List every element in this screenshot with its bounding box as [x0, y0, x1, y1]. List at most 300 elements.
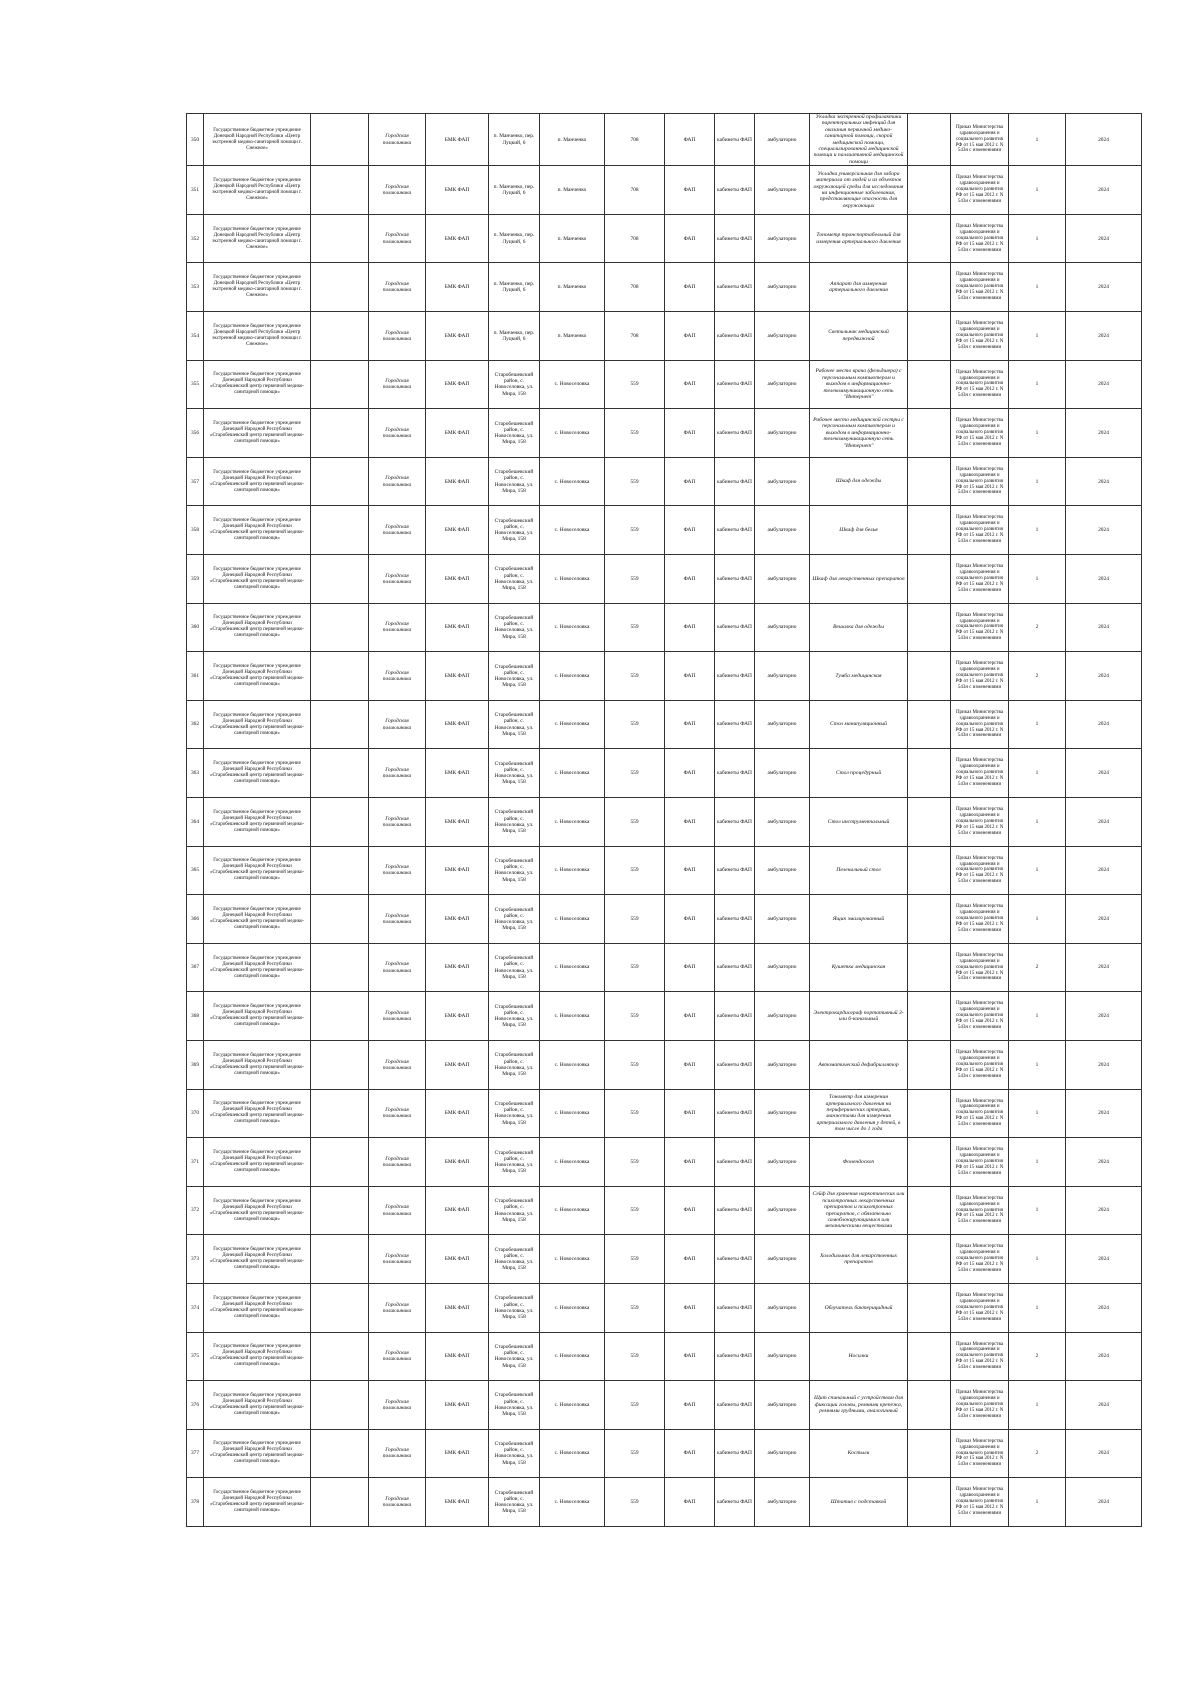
equipment-name-cell: Укладка универсальная для забора материала от людей и из объектов окружающей среды для исследования на инфекционные заболевания, представляющие опасность для окружающих [810, 166, 908, 215]
regulation-cell: Приказ Министерства здравоохранения и социального развития РФ от 15 мая 2012 г. N 543н с изменениями [951, 214, 1009, 263]
organization-cell: Государственное бюджетное учреждение Донецкой Народной Республики «Старобешевский центр первичной медико-санитарной помощи» [204, 1283, 311, 1332]
regulation-cell: Приказ Министерства здравоохранения и социального развития РФ от 15 мая 2012 г. N 543н с изменениями [951, 1186, 1009, 1235]
settlement-cell: с. Новоселовка [540, 797, 605, 846]
cabinet-cell: кабинеты ФАП [715, 1381, 755, 1430]
facility-type-cell: Городская поликлиника [369, 1283, 426, 1332]
year-cell: 2024 [1066, 1478, 1142, 1527]
address-cell: Старобешевский район, с. Новоселовка, ул. Мира, 158 [489, 1478, 540, 1527]
empty-cell [311, 1478, 369, 1527]
table-row [187, 457, 1142, 506]
regulation-cell: Приказ Министерства здравоохранения и социального развития РФ от 15 мая 2012 г. N 543н с изменениями [951, 166, 1009, 215]
quantity-cell: 1 [1009, 749, 1066, 798]
table-row [187, 360, 1142, 409]
year-cell: 2024 [1066, 603, 1142, 652]
code-cell: 559 [605, 749, 665, 798]
row-number-cell: 352 [187, 214, 204, 263]
code-cell: 559 [605, 555, 665, 604]
empty-cell [908, 166, 951, 215]
empty-cell [311, 166, 369, 215]
year-cell: 2024 [1066, 506, 1142, 555]
quantity-cell: 1 [1009, 1235, 1066, 1284]
code-cell: 559 [605, 1429, 665, 1478]
year-cell: 2024 [1066, 1381, 1142, 1430]
cabinet-cell: кабинеты ФАП [715, 555, 755, 604]
organization-cell: Государственное бюджетное учреждение Донецкой Народной Республики «Старобешевский центр первичной медико-санитарной помощи» [204, 457, 311, 506]
table-row [187, 1235, 1142, 1284]
unit-cell: ФАП [665, 457, 715, 506]
empty-cell [311, 992, 369, 1041]
facility-type-cell: Городская поликлиника [369, 555, 426, 604]
equipment-name-cell: Тумба медицинская [810, 652, 908, 701]
code-cell: 559 [605, 797, 665, 846]
care-mode-cell: амбулаторно [755, 1089, 810, 1138]
facility-kind-cell: БМК ФАП [426, 846, 489, 895]
unit-cell: ФАП [665, 749, 715, 798]
organization-cell: Государственное бюджетное учреждение Донецкой Народной Республики «Старобешевский центр первичной медико-санитарной помощи» [204, 1478, 311, 1527]
equipment-name-cell: Тонометр для измерения артериального давления на периферических артериях, манжетами для измерения артериального давления у детей, в том числе до 1 года [810, 1089, 908, 1138]
unit-cell: ФАП [665, 409, 715, 458]
empty-cell [311, 457, 369, 506]
address-cell: Старобешевский район, с. Новоселовка, ул. Мира, 158 [489, 1138, 540, 1187]
cabinet-cell: кабинеты ФАП [715, 1332, 755, 1381]
address-cell: п. Манченко, пер. Луцкий, 6 [489, 312, 540, 361]
equipment-name-cell: Стол процедурный [810, 749, 908, 798]
row-number-cell: 357 [187, 457, 204, 506]
row-number-cell: 372 [187, 1186, 204, 1235]
cabinet-cell: кабинеты ФАП [715, 992, 755, 1041]
facility-type-cell: Городская поликлиника [369, 360, 426, 409]
settlement-cell: с. Новоселовка [540, 1089, 605, 1138]
cabinet-cell: кабинеты ФАП [715, 1138, 755, 1187]
care-mode-cell: амбулаторно [755, 1186, 810, 1235]
empty-cell [311, 1332, 369, 1381]
empty-cell [908, 1429, 951, 1478]
facility-type-cell: Городская поликлиника [369, 943, 426, 992]
settlement-cell: с. Новоселовка [540, 1381, 605, 1430]
code-cell: 708 [605, 214, 665, 263]
organization-cell: Государственное бюджетное учреждение Донецкой Народной Республики «Старобешевский центр первичной медико-санитарной помощи» [204, 797, 311, 846]
facility-kind-cell: БМК ФАП [426, 166, 489, 215]
settlement-cell: с. Новоселовка [540, 1186, 605, 1235]
year-cell: 2024 [1066, 846, 1142, 895]
table-row [187, 992, 1142, 1041]
table-row [187, 846, 1142, 895]
row-number-cell: 355 [187, 360, 204, 409]
quantity-cell: 2 [1009, 652, 1066, 701]
empty-cell [311, 603, 369, 652]
settlement-cell: с. Новоселовка [540, 652, 605, 701]
equipment-name-cell: Тонометр транспортабельный для измерения артериального давления [810, 214, 908, 263]
quantity-cell: 1 [1009, 1040, 1066, 1089]
year-cell: 2024 [1066, 797, 1142, 846]
quantity-cell: 1 [1009, 214, 1066, 263]
settlement-cell: п. Манченко [540, 114, 605, 166]
settlement-cell: с. Новоселовка [540, 749, 605, 798]
row-number-cell: 360 [187, 603, 204, 652]
year-cell: 2024 [1066, 555, 1142, 604]
organization-cell: Государственное бюджетное учреждение Донецкой Народной Республики «Старобешевский центр первичной медико-санитарной помощи» [204, 992, 311, 1041]
cabinet-cell: кабинеты ФАП [715, 846, 755, 895]
row-number-cell: 371 [187, 1138, 204, 1187]
equipment-name-cell: Холодильник для лекарственных препаратов [810, 1235, 908, 1284]
empty-cell [908, 1138, 951, 1187]
facility-kind-cell: БМК ФАП [426, 992, 489, 1041]
organization-cell: Государственное бюджетное учреждение Донецкой Народной Республики «Центр экстренной медико-санитарной помощи г. Снежное» [204, 166, 311, 215]
empty-cell [311, 1235, 369, 1284]
code-cell: 559 [605, 360, 665, 409]
settlement-cell: с. Новоселовка [540, 992, 605, 1041]
cabinet-cell: кабинеты ФАП [715, 749, 755, 798]
organization-cell: Государственное бюджетное учреждение Донецкой Народной Республики «Центр экстренной медико-санитарной помощи г. Снежное» [204, 263, 311, 312]
cabinet-cell: кабинеты ФАП [715, 603, 755, 652]
address-cell: Старобешевский район, с. Новоселовка, ул. Мира, 158 [489, 652, 540, 701]
empty-cell [908, 214, 951, 263]
quantity-cell: 2 [1009, 603, 1066, 652]
year-cell: 2024 [1066, 1429, 1142, 1478]
facility-type-cell: Городская поликлиника [369, 1089, 426, 1138]
code-cell: 559 [605, 1332, 665, 1381]
empty-cell [311, 846, 369, 895]
regulation-cell: Приказ Министерства здравоохранения и социального развития РФ от 15 мая 2012 г. N 543н с изменениями [951, 1089, 1009, 1138]
address-cell: Старобешевский район, с. Новоселовка, ул. Мира, 158 [489, 360, 540, 409]
settlement-cell: с. Новоселовка [540, 1235, 605, 1284]
facility-kind-cell: БМК ФАП [426, 749, 489, 798]
cabinet-cell: кабинеты ФАП [715, 1478, 755, 1527]
year-cell: 2024 [1066, 457, 1142, 506]
row-number-cell: 359 [187, 555, 204, 604]
organization-cell: Государственное бюджетное учреждение Донецкой Народной Республики «Старобешевский центр первичной медико-санитарной помощи» [204, 1186, 311, 1235]
empty-cell [908, 992, 951, 1041]
organization-cell: Государственное бюджетное учреждение Донецкой Народной Республики «Старобешевский центр первичной медико-санитарной помощи» [204, 603, 311, 652]
cabinet-cell: кабинеты ФАП [715, 895, 755, 944]
cabinet-cell: кабинеты ФАП [715, 652, 755, 701]
code-cell: 559 [605, 603, 665, 652]
cabinet-cell: кабинеты ФАП [715, 409, 755, 458]
empty-cell [311, 1381, 369, 1430]
empty-cell [311, 1186, 369, 1235]
row-number-cell: 361 [187, 652, 204, 701]
address-cell: Старобешевский район, с. Новоселовка, ул. Мира, 158 [489, 1429, 540, 1478]
regulation-cell: Приказ Министерства здравоохранения и социального развития РФ от 15 мая 2012 г. N 543н с изменениями [951, 1332, 1009, 1381]
empty-cell [311, 214, 369, 263]
table-row [187, 1478, 1142, 1527]
equipment-table [186, 113, 1142, 1527]
empty-cell [311, 1429, 369, 1478]
unit-cell: ФАП [665, 360, 715, 409]
empty-cell [908, 312, 951, 361]
empty-cell [311, 263, 369, 312]
facility-type-cell: Городская поликлиника [369, 214, 426, 263]
facility-kind-cell: БМК ФАП [426, 114, 489, 166]
cabinet-cell: кабинеты ФАП [715, 1186, 755, 1235]
empty-cell [311, 114, 369, 166]
settlement-cell: с. Новоселовка [540, 943, 605, 992]
care-mode-cell: амбулаторно [755, 1478, 810, 1527]
facility-type-cell: Городская поликлиника [369, 652, 426, 701]
year-cell: 2024 [1066, 895, 1142, 944]
cabinet-cell: кабинеты ФАП [715, 360, 755, 409]
empty-cell [908, 603, 951, 652]
cabinet-cell: кабинеты ФАП [715, 700, 755, 749]
equipment-name-cell: Шкаф для лекарственных препаратов [810, 555, 908, 604]
unit-cell: ФАП [665, 700, 715, 749]
care-mode-cell: амбулаторно [755, 700, 810, 749]
unit-cell: ФАП [665, 214, 715, 263]
row-number-cell: 375 [187, 1332, 204, 1381]
organization-cell: Государственное бюджетное учреждение Донецкой Народной Республики «Старобешевский центр первичной медико-санитарной помощи» [204, 652, 311, 701]
settlement-cell: с. Новоселовка [540, 360, 605, 409]
organization-cell: Государственное бюджетное учреждение Донецкой Народной Республики «Старобешевский центр первичной медико-санитарной помощи» [204, 749, 311, 798]
empty-cell [311, 652, 369, 701]
equipment-name-cell: Шкаф для белья [810, 506, 908, 555]
quantity-cell: 1 [1009, 992, 1066, 1041]
code-cell: 559 [605, 409, 665, 458]
care-mode-cell: амбулаторно [755, 166, 810, 215]
table-row [187, 1138, 1142, 1187]
care-mode-cell: амбулаторно [755, 360, 810, 409]
unit-cell: ФАП [665, 1429, 715, 1478]
row-number-cell: 365 [187, 846, 204, 895]
facility-kind-cell: БМК ФАП [426, 555, 489, 604]
address-cell: п. Манченко, пер. Луцкий, 6 [489, 166, 540, 215]
equipment-name-cell: Шкаф для одежды [810, 457, 908, 506]
settlement-cell: с. Новоселовка [540, 1429, 605, 1478]
table-row [187, 1332, 1142, 1381]
code-cell: 559 [605, 506, 665, 555]
table-row [187, 1429, 1142, 1478]
equipment-name-cell: Аппарат для измерения артериального давления [810, 263, 908, 312]
address-cell: Старобешевский район, с. Новоселовка, ул. Мира, 158 [489, 992, 540, 1041]
code-cell: 559 [605, 1235, 665, 1284]
unit-cell: ФАП [665, 555, 715, 604]
facility-type-cell: Городская поликлиника [369, 992, 426, 1041]
unit-cell: ФАП [665, 1235, 715, 1284]
care-mode-cell: амбулаторно [755, 312, 810, 361]
cabinet-cell: кабинеты ФАП [715, 1040, 755, 1089]
year-cell: 2024 [1066, 263, 1142, 312]
year-cell: 2024 [1066, 943, 1142, 992]
table-row [187, 312, 1142, 361]
empty-cell [311, 1040, 369, 1089]
code-cell: 559 [605, 992, 665, 1041]
care-mode-cell: амбулаторно [755, 1283, 810, 1332]
facility-type-cell: Городская поликлиника [369, 263, 426, 312]
address-cell: п. Манченко, пер. Луцкий, 6 [489, 263, 540, 312]
facility-type-cell: Городская поликлиника [369, 749, 426, 798]
cabinet-cell: кабинеты ФАП [715, 797, 755, 846]
equipment-name-cell: Облучатель бактерицидный [810, 1283, 908, 1332]
facility-kind-cell: БМК ФАП [426, 1429, 489, 1478]
row-number-cell: 350 [187, 114, 204, 166]
facility-kind-cell: БМК ФАП [426, 409, 489, 458]
regulation-cell: Приказ Министерства здравоохранения и социального развития РФ от 15 мая 2012 г. N 543н с изменениями [951, 1478, 1009, 1527]
empty-cell [908, 652, 951, 701]
unit-cell: ФАП [665, 1089, 715, 1138]
empty-cell [908, 895, 951, 944]
row-number-cell: 367 [187, 943, 204, 992]
empty-cell [908, 457, 951, 506]
equipment-name-cell: Стол инструментальный [810, 797, 908, 846]
equipment-name-cell: Светильник медицинский передвижной [810, 312, 908, 361]
regulation-cell: Приказ Министерства здравоохранения и социального развития РФ от 15 мая 2012 г. N 543н с изменениями [951, 992, 1009, 1041]
table-row [187, 214, 1142, 263]
equipment-name-cell: Носилки [810, 1332, 908, 1381]
year-cell: 2024 [1066, 409, 1142, 458]
address-cell: Старобешевский район, с. Новоселовка, ул. Мира, 158 [489, 457, 540, 506]
settlement-cell: с. Новоселовка [540, 700, 605, 749]
organization-cell: Государственное бюджетное учреждение Донецкой Народной Республики «Старобешевский центр первичной медико-санитарной помощи» [204, 943, 311, 992]
equipment-name-cell: Вешалка для одежды [810, 603, 908, 652]
code-cell: 559 [605, 943, 665, 992]
organization-cell: Государственное бюджетное учреждение Донецкой Народной Республики «Старобешевский центр первичной медико-санитарной помощи» [204, 1040, 311, 1089]
address-cell: Старобешевский район, с. Новоселовка, ул. Мира, 158 [489, 846, 540, 895]
facility-type-cell: Городская поликлиника [369, 1040, 426, 1089]
settlement-cell: с. Новоселовка [540, 506, 605, 555]
empty-cell [311, 409, 369, 458]
quantity-cell: 1 [1009, 555, 1066, 604]
row-number-cell: 354 [187, 312, 204, 361]
facility-type-cell: Городская поликлиника [369, 603, 426, 652]
care-mode-cell: амбулаторно [755, 846, 810, 895]
settlement-cell: с. Новоселовка [540, 1040, 605, 1089]
equipment-name-cell: Рабочее место врача (фельдшера) с персональным компьютером и выходом в информационно-телекоммуникационную сеть "Интернет" [810, 360, 908, 409]
table-body [187, 114, 1142, 1527]
facility-kind-cell: БМК ФАП [426, 263, 489, 312]
address-cell: п. Манченко, пер. Луцкий, 6 [489, 114, 540, 166]
address-cell: Старобешевский район, с. Новоселовка, ул. Мира, 158 [489, 749, 540, 798]
facility-kind-cell: БМК ФАП [426, 1040, 489, 1089]
table-row [187, 895, 1142, 944]
regulation-cell: Приказ Министерства здравоохранения и социального развития РФ от 15 мая 2012 г. N 543н с изменениями [951, 409, 1009, 458]
code-cell: 559 [605, 1283, 665, 1332]
care-mode-cell: амбулаторно [755, 1381, 810, 1430]
equipment-name-cell: Костыли [810, 1429, 908, 1478]
facility-kind-cell: БМК ФАП [426, 797, 489, 846]
settlement-cell: с. Новоселовка [540, 603, 605, 652]
row-number-cell: 374 [187, 1283, 204, 1332]
row-number-cell: 363 [187, 749, 204, 798]
settlement-cell: с. Новоселовка [540, 555, 605, 604]
regulation-cell: Приказ Министерства здравоохранения и социального развития РФ от 15 мая 2012 г. N 543н с изменениями [951, 943, 1009, 992]
facility-type-cell: Городская поликлиника [369, 506, 426, 555]
equipment-name-cell: Фонендоскоп [810, 1138, 908, 1187]
organization-cell: Государственное бюджетное учреждение Донецкой Народной Республики «Старобешевский центр первичной медико-санитарной помощи» [204, 1089, 311, 1138]
unit-cell: ФАП [665, 166, 715, 215]
care-mode-cell: амбулаторно [755, 652, 810, 701]
empty-cell [908, 1381, 951, 1430]
quantity-cell: 1 [1009, 114, 1066, 166]
empty-cell [311, 749, 369, 798]
quantity-cell: 2 [1009, 1332, 1066, 1381]
organization-cell: Государственное бюджетное учреждение Донецкой Народной Республики «Старобешевский центр первичной медико-санитарной помощи» [204, 1235, 311, 1284]
cabinet-cell: кабинеты ФАП [715, 114, 755, 166]
code-cell: 708 [605, 114, 665, 166]
facility-type-cell: Городская поликлиника [369, 1235, 426, 1284]
empty-cell [908, 409, 951, 458]
unit-cell: ФАП [665, 1283, 715, 1332]
code-cell: 559 [605, 1478, 665, 1527]
year-cell: 2024 [1066, 652, 1142, 701]
year-cell: 2024 [1066, 312, 1142, 361]
regulation-cell: Приказ Министерства здравоохранения и социального развития РФ от 15 мая 2012 г. N 543н с изменениями [951, 1381, 1009, 1430]
organization-cell: Государственное бюджетное учреждение Донецкой Народной Республики «Старобешевский центр первичной медико-санитарной помощи» [204, 506, 311, 555]
care-mode-cell: амбулаторно [755, 943, 810, 992]
unit-cell: ФАП [665, 652, 715, 701]
care-mode-cell: амбулаторно [755, 895, 810, 944]
table-row [187, 1283, 1142, 1332]
organization-cell: Государственное бюджетное учреждение Донецкой Народной Республики «Старобешевский центр первичной медико-санитарной помощи» [204, 1381, 311, 1430]
quantity-cell: 1 [1009, 263, 1066, 312]
unit-cell: ФАП [665, 312, 715, 361]
care-mode-cell: амбулаторно [755, 749, 810, 798]
facility-kind-cell: БМК ФАП [426, 1186, 489, 1235]
care-mode-cell: амбулаторно [755, 457, 810, 506]
organization-cell: Государственное бюджетное учреждение Донецкой Народной Республики «Центр экстренной медико-санитарной помощи г. Снежное» [204, 312, 311, 361]
quantity-cell: 1 [1009, 700, 1066, 749]
empty-cell [908, 263, 951, 312]
organization-cell: Государственное бюджетное учреждение Донецкой Народной Республики «Старобешевский центр первичной медико-санитарной помощи» [204, 1138, 311, 1187]
empty-cell [311, 506, 369, 555]
row-number-cell: 377 [187, 1429, 204, 1478]
table-row [187, 506, 1142, 555]
settlement-cell: с. Новоселовка [540, 895, 605, 944]
address-cell: Старобешевский район, с. Новоселовка, ул. Мира, 158 [489, 1332, 540, 1381]
code-cell: 559 [605, 457, 665, 506]
address-cell: Старобешевский район, с. Новоселовка, ул. Мира, 158 [489, 700, 540, 749]
settlement-cell: с. Новоселовка [540, 1283, 605, 1332]
table-row [187, 555, 1142, 604]
settlement-cell: с. Новоселовка [540, 457, 605, 506]
care-mode-cell: амбулаторно [755, 555, 810, 604]
regulation-cell: Приказ Министерства здравоохранения и социального развития РФ от 15 мая 2012 г. N 543н с изменениями [951, 1235, 1009, 1284]
table-row [187, 1040, 1142, 1089]
equipment-name-cell: Кушетка медицинская [810, 943, 908, 992]
facility-kind-cell: БМК ФАП [426, 1138, 489, 1187]
code-cell: 559 [605, 1040, 665, 1089]
code-cell: 559 [605, 895, 665, 944]
address-cell: Старобешевский район, с. Новоселовка, ул. Мира, 158 [489, 1186, 540, 1235]
year-cell: 2024 [1066, 114, 1142, 166]
year-cell: 2024 [1066, 700, 1142, 749]
unit-cell: ФАП [665, 895, 715, 944]
unit-cell: ФАП [665, 1332, 715, 1381]
address-cell: Старобешевский район, с. Новоселовка, ул. Мира, 158 [489, 1089, 540, 1138]
year-cell: 2024 [1066, 1332, 1142, 1381]
quantity-cell: 1 [1009, 1186, 1066, 1235]
address-cell: Старобешевский район, с. Новоселовка, ул. Мира, 158 [489, 943, 540, 992]
facility-kind-cell: БМК ФАП [426, 700, 489, 749]
organization-cell: Государственное бюджетное учреждение Донецкой Народной Республики «Старобешевский центр первичной медико-санитарной помощи» [204, 1332, 311, 1381]
settlement-cell: с. Новоселовка [540, 409, 605, 458]
quantity-cell: 1 [1009, 1381, 1066, 1430]
empty-cell [908, 1040, 951, 1089]
facility-kind-cell: БМК ФАП [426, 1235, 489, 1284]
empty-cell [908, 700, 951, 749]
empty-cell [311, 797, 369, 846]
year-cell: 2024 [1066, 992, 1142, 1041]
address-cell: Старобешевский район, с. Новоселовка, ул. Мира, 158 [489, 895, 540, 944]
empty-cell [908, 360, 951, 409]
care-mode-cell: амбулаторно [755, 263, 810, 312]
regulation-cell: Приказ Министерства здравоохранения и социального развития РФ от 15 мая 2012 г. N 543н с изменениями [951, 652, 1009, 701]
regulation-cell: Приказ Министерства здравоохранения и социального развития РФ от 15 мая 2012 г. N 543н с изменениями [951, 797, 1009, 846]
empty-cell [311, 895, 369, 944]
cabinet-cell: кабинеты ФАП [715, 943, 755, 992]
quantity-cell: 1 [1009, 895, 1066, 944]
cabinet-cell: кабинеты ФАП [715, 166, 755, 215]
facility-type-cell: Городская поликлиника [369, 1186, 426, 1235]
care-mode-cell: амбулаторно [755, 1332, 810, 1381]
